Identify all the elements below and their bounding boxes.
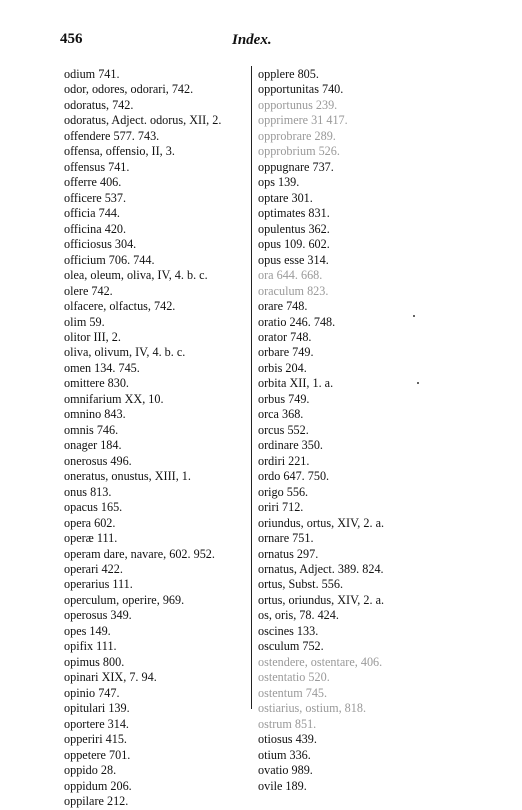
index-entry: opus esse 314. — [258, 252, 329, 267]
index-entry: oliva, olivum, IV, 4. b. c. — [64, 345, 186, 360]
index-entry: opplere 805. — [258, 67, 319, 81]
index-entry: opportunitas 740. — [258, 82, 344, 97]
index-entry: orca 368. — [258, 407, 304, 422]
index-entry: omen 134. 745. — [64, 360, 140, 375]
index-entry: olea, oleum, oliva, IV, 4. b. c. — [64, 268, 208, 283]
index-entry: officina 420. — [64, 221, 127, 236]
index-entry: offerre 406. — [64, 175, 122, 190]
index-entry: opifix 111. — [64, 639, 117, 654]
index-entry: ostiarius, ostium, 818. — [258, 701, 366, 716]
index-entry: ortus, oriundus, XIV, 2. a. — [258, 592, 385, 607]
index-entry: opus 109. 602. — [258, 237, 330, 252]
index-entry: ordiri 221. — [258, 453, 310, 468]
print-speck — [413, 315, 415, 317]
index-entry: onager 184. — [64, 438, 122, 453]
index-entry: ornare 751. — [258, 531, 314, 546]
index-entry: oriri 712. — [258, 500, 304, 515]
index-entry: opacus 165. — [64, 500, 123, 515]
index-entry: opprobrium 526. — [258, 144, 340, 159]
index-entry: olere 742. — [64, 283, 113, 298]
index-entry: orator 748. — [258, 329, 312, 344]
index-entry: ordo 647. 750. — [258, 469, 330, 484]
index-entry: ovile 189. — [258, 778, 307, 793]
index-entry: ornatus, Adject. 389. 824. — [258, 562, 384, 576]
page-number: 456 — [60, 31, 83, 47]
index-entry: ostentum 745. — [258, 685, 328, 700]
index-entry: omnifarium XX, 10. — [64, 391, 164, 406]
index-entry: opinari XIX, 7. 94. — [64, 670, 157, 685]
index-entry: offensa, offensio, II, 3. — [64, 144, 175, 159]
index-entry: otium 336. — [258, 747, 311, 762]
index-entry: olim 59. — [64, 314, 105, 329]
index-entry: oppido 28. — [64, 763, 117, 778]
index-entry: omnino 843. — [64, 407, 126, 422]
index-entry: operam dare, navare, 602. 952. — [64, 546, 215, 561]
index-entry: opperiri 415. — [64, 732, 127, 747]
index-entry: ostendere, ostentare, 406. — [258, 654, 383, 669]
index-entry: otiosus 439. — [258, 732, 317, 747]
index-entry: onus 813. — [64, 484, 112, 499]
index-entry: ordinare 350. — [258, 438, 323, 453]
index-entry: oneratus, onustus, XIII, 1. — [64, 469, 191, 484]
column-divider — [251, 66, 252, 709]
index-entry: opportunus 239. — [258, 97, 338, 112]
index-entry: opinio 747. — [64, 685, 120, 700]
index-entry: ops 139. — [258, 175, 300, 190]
index-entry: operculum, operire, 969. — [64, 592, 185, 607]
index-entry: operari 422. — [64, 562, 123, 576]
index-entry: orcus 552. — [258, 422, 309, 437]
index-entry: oppugnare 737. — [258, 159, 334, 174]
index-entry: operosus 349. — [64, 608, 132, 623]
running-title: Index. — [232, 32, 272, 48]
index-entry: oscines 133. — [258, 623, 319, 638]
index-entry: operarius 111. — [64, 577, 133, 592]
index-entry: oriundus, ortus, XIV, 2. a. — [258, 515, 385, 530]
index-entry: odoratus, Adject. odorus, XII, 2. — [64, 113, 222, 128]
index-entry: olfacere, olfactus, 742. — [64, 299, 176, 314]
index-entry: opera 602. — [64, 515, 116, 530]
index-entry: origo 556. — [258, 484, 309, 499]
index-entry: orbita XII, 1. a. — [258, 376, 334, 391]
index-entry: olitor III, 2. — [64, 329, 121, 344]
index-entry: opes 149. — [64, 623, 111, 638]
index-column-left — [64, 67, 249, 810]
index-column-right — [258, 67, 458, 794]
index-entry: oraculum 823. — [258, 283, 329, 298]
index-entry: onerosus 496. — [64, 453, 132, 468]
index-entry: offensus 741. — [64, 159, 130, 174]
index-entry: orbis 204. — [258, 360, 307, 375]
print-speck — [417, 382, 419, 384]
index-entry: omittere 830. — [64, 376, 129, 391]
index-entry: ostentatio 520. — [258, 670, 330, 685]
index-entry: oportere 314. — [64, 716, 129, 731]
index-entry: orare 748. — [258, 299, 308, 314]
index-entry: osculum 752. — [258, 639, 324, 654]
index-entry: oppetere 701. — [64, 747, 131, 762]
index-entry: ora 644. 668. — [258, 268, 323, 283]
index-entry: oppilare 212. — [64, 794, 129, 809]
index-entry: ortus, Subst. 556. — [258, 577, 343, 592]
index-entry: opitulari 139. — [64, 701, 130, 716]
index-entry: opprobrare 289. — [258, 128, 336, 143]
index-entry: officere 537. — [64, 190, 127, 205]
index-entry: opimus 800. — [64, 654, 125, 669]
index-entry: officiosus 304. — [64, 237, 137, 252]
index-entry: odium 741. — [64, 67, 120, 81]
index-entry: oratio 246. 748. — [258, 314, 336, 329]
index-entry: officia 744. — [64, 206, 120, 221]
index-entry: orbus 749. — [258, 391, 310, 406]
index-entry: odor, odores, odorari, 742. — [64, 82, 194, 97]
index-entry: os, oris, 78. 424. — [258, 608, 339, 623]
index-entry: opulentus 362. — [258, 221, 330, 236]
index-entry: offendere 577. 743. — [64, 128, 160, 143]
index-entry: optare 301. — [258, 190, 313, 205]
index-entry: odoratus, 742. — [64, 97, 134, 112]
index-entry: operæ 111. — [64, 531, 118, 546]
index-entry: oppidum 206. — [64, 778, 132, 793]
index-entry: optimates 831. — [258, 206, 330, 221]
index-entry: omnis 746. — [64, 422, 119, 437]
index-entry: ovatio 989. — [258, 763, 313, 778]
index-entry: opprimere 31 417. — [258, 113, 348, 128]
index-entry: ostrum 851. — [258, 716, 317, 731]
index-entry: orbare 749. — [258, 345, 314, 360]
index-entry: ornatus 297. — [258, 546, 319, 561]
index-entry: officium 706. 744. — [64, 252, 155, 267]
